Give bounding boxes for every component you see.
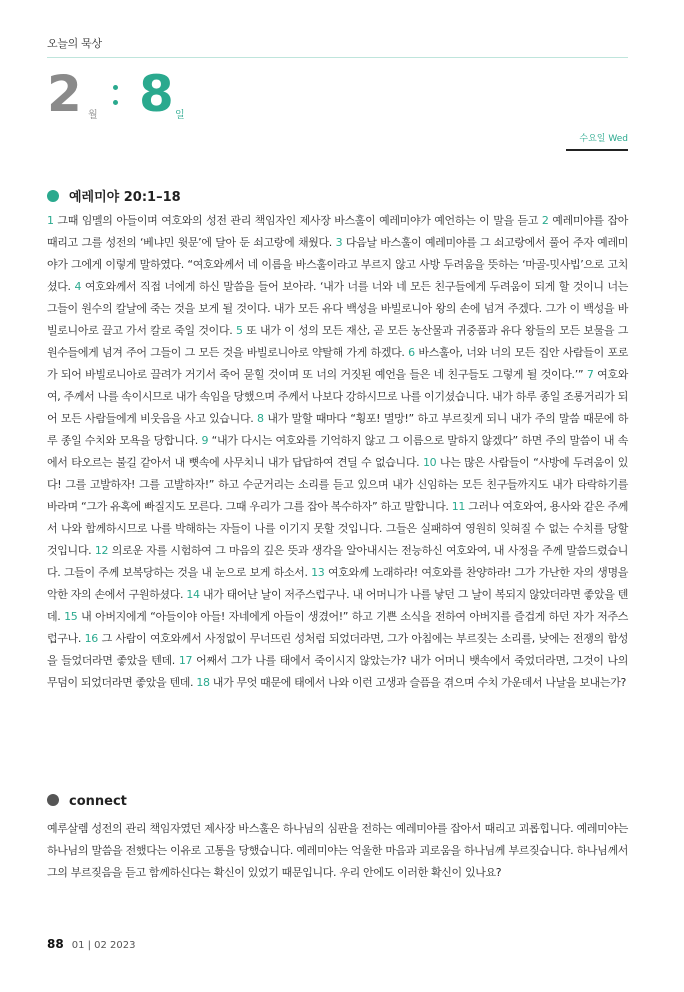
issue-date: 01 | 02 2023 — [71, 940, 136, 951]
weekday-label: 수요일 Wed — [579, 134, 628, 144]
month-number: 2 — [47, 65, 82, 123]
verse-number: 14 — [186, 588, 200, 601]
verse-number: 18 — [196, 676, 210, 689]
verse-number: 11 — [451, 500, 466, 513]
verse-number: 13 — [311, 566, 325, 579]
scripture-heading — [47, 186, 181, 205]
verse-text: 그러나 여호와여, 용사와 같은 주께서 나와 함께하시므로 나를 박해하는 자들이 나를 이기지 못할 것입니다. 그들은 실패하여 영원히 잊혀질 수 없는 수치를 당할 것입니다. — [47, 500, 628, 557]
verse-text: 또 내가 이 성의 모든 재산, 곧 모든 농산물과 귀중품과 유다 왕들의 모든 보물을 그 원수들에게 넘겨 주어 그들이 그 모든 것을 바빌로니아로 약탈해 가게 하겠다. — [47, 324, 628, 359]
verse-number: 10 — [422, 456, 437, 469]
verse-number: 7 — [586, 368, 594, 381]
verse-number: 12 — [94, 544, 109, 557]
verse-text: 내 아버지에게 “아들이야 아들! 자네에게 아들이 생겼어!” 하고 기쁜 소식을 전하여 아버지를 즐겁게 하던 자가 저주스럽구나. — [47, 610, 628, 645]
scripture-reference: 예레미야 20:1–18 — [69, 190, 181, 205]
verse-number: 9 — [201, 434, 209, 447]
day-unit: 일 — [175, 110, 185, 121]
verse-text: 다음날 바스훌이 예레미야를 그 쇠고랑에서 풀어 주자 예레미야가 그에게 이렇게 말하였다. “여호와께서 네 이름을 바스훌이라고 부르지 않고 사방 두려움을 뜻하는 ‘마골-밋사빕’으로 고치셨다. — [47, 236, 628, 293]
verse-number: 1 — [47, 214, 54, 227]
date-display — [47, 64, 347, 124]
date-colon — [113, 85, 119, 115]
verse-number: 3 — [335, 236, 343, 249]
day-number: 8 — [139, 65, 174, 123]
verse-text: 여호와께서 직접 너에게 하신 말씀을 들어 보아라. ‘내가 너를 너와 네 모든 친구들에게 두려움이 되게 할 것이니 너는 그들이 원수의 칼날에 죽는 것을 보게 될 것이다. 내가 모든 유다 백성을 바빌로니아 왕의 손에 넘겨 주겠다. 그가 이 백성을 바빌로니아로 끌고 가서 칼로 죽일 것이다. — [47, 280, 629, 337]
verse-number: 6 — [408, 346, 415, 359]
verse-text: 내가 말할 때마다 “횡포! 멸망!” 하고 부르짖게 되니 내가 주의 말씀 때문에 하루 종일 수치와 모욕을 당합니다. — [47, 412, 628, 447]
scripture-text — [47, 210, 628, 694]
verse-text: 바스훌아, 너와 너의 모든 집안 사람들이 포로가 되어 바빌로니아로 끌려가 거기서 죽어 묻힐 것이며 또 너의 거짓된 예언을 들은 네 친구들도 그렇게 될 것이다.’” — [47, 346, 628, 381]
connect-heading — [47, 794, 127, 809]
verse-text: 그 사람이 여호와께서 사정없이 무너뜨린 성처럼 되었더라면, 그가 아침에는 부르짖는 소리를, 낮에는 전쟁의 함성을 들었더라면 좋았을 텐데. — [47, 632, 628, 667]
verse-number: 4 — [74, 280, 82, 293]
connect-text: 예루살렘 성전의 관리 책임자였던 제사장 바스훌은 하나님의 심판을 전하는 예레미야를 잡아서 때리고 괴롭힙니다. 예레미야는 하나님의 말씀을 전했다는 이유로 고통을 당했습니다. 예레미야는 억울한 마음과 괴로움을 하나님께 부르짖습니다. 하나님께서 그의 부르짖음을 듣고 함께하신다는 확신이 있었기 때문입니다. 우리 안에도 이러한 확신이 있나요? — [47, 822, 628, 879]
bullet-dot-icon — [47, 794, 59, 806]
section-label: 오늘의 묵상 — [47, 37, 102, 50]
verse-text: 어째서 그가 나를 태에서 죽이시지 않았는가? 내가 어머니 뱃속에서 죽었더라면, 그것이 나의 무덤이 되었더라면 좋았을 텐데. — [47, 654, 628, 689]
bullet-dot-icon — [47, 190, 59, 202]
verse-number: 2 — [541, 214, 549, 227]
verse-number: 17 — [178, 654, 193, 667]
page-number: 88 — [47, 937, 64, 951]
verse-number: 16 — [84, 632, 98, 645]
verse-text: 여호와여, 주께서 나를 속이시므로 내가 속임을 당했으며 주께서 나보다 강하시므로 나를 이기셨습니다. 내가 하루 종일 조롱거리가 되어 모든 사람들에게 비웃음을 사고 있습니다. — [47, 368, 628, 425]
verse-text: 나는 많은 사람들이 “사방에 두려움이 있다! 그를 고발하자! 그를 고발하자!” 하고 수군거리는 소리를 듣고 있으며 내가 신임하는 모든 친구들까지도 내가 타락하기를 바라며 “그가 유혹에 빠질지도 모른다. 그때 우리가 그를 잡아 복수하자” 하고 말합니다. — [47, 456, 628, 513]
verse-number: 8 — [257, 412, 264, 425]
connect-title: connect — [69, 794, 127, 809]
verse-text: 예레미야를 잡아 때리고 그를 성전의 ‘베냐민 윗문’에 달아 둔 쇠고랑에 채웠다. — [47, 214, 628, 249]
verse-text: 내가 태어난 날이 저주스럽구나. 내 어머니가 나를 낳던 그 날이 복되지 않았더라면 좋았을 텐데. — [47, 588, 628, 623]
verse-text: 여호와께 노래하라! 여호와를 찬양하라! 그가 가난한 자의 생명을 악한 자의 손에서 구원하셨다. — [47, 566, 628, 601]
page-footer — [47, 937, 136, 951]
verse-number: 15 — [64, 610, 78, 623]
verse-text: “내가 다시는 여호와를 기억하지 않고 그 이름으로 말하지 않겠다” 하면 주의 말씀이 내 속에서 타오르는 불길 같아서 내 뼛속에 사무치니 내가 답답하여 견딜 수 없습니다. — [47, 434, 628, 469]
verse-text: 내가 무엇 때문에 태에서 나와 이런 고생과 슬픔을 겪으며 수치 가운데서 나날을 보내는가? — [209, 676, 626, 689]
verse-number: 5 — [235, 324, 243, 337]
top-divider — [47, 57, 628, 58]
verse-text: 의로운 자를 시험하여 그 마음의 깊은 뜻과 생각을 알아내시는 전능하신 여호와여, 내 사정을 주께 말씀드렸습니다. 그들이 주께 보복당하는 것을 내 눈으로 보게 하소서. — [47, 544, 628, 579]
month-unit: 월 — [88, 110, 98, 121]
weekday-underline — [566, 149, 628, 151]
verse-text: 그때 임멜의 아들이며 여호와의 성전 관리 책임자인 제사장 바스훌이 예레미야가 예언하는 이 말을 듣고 — [53, 214, 542, 227]
